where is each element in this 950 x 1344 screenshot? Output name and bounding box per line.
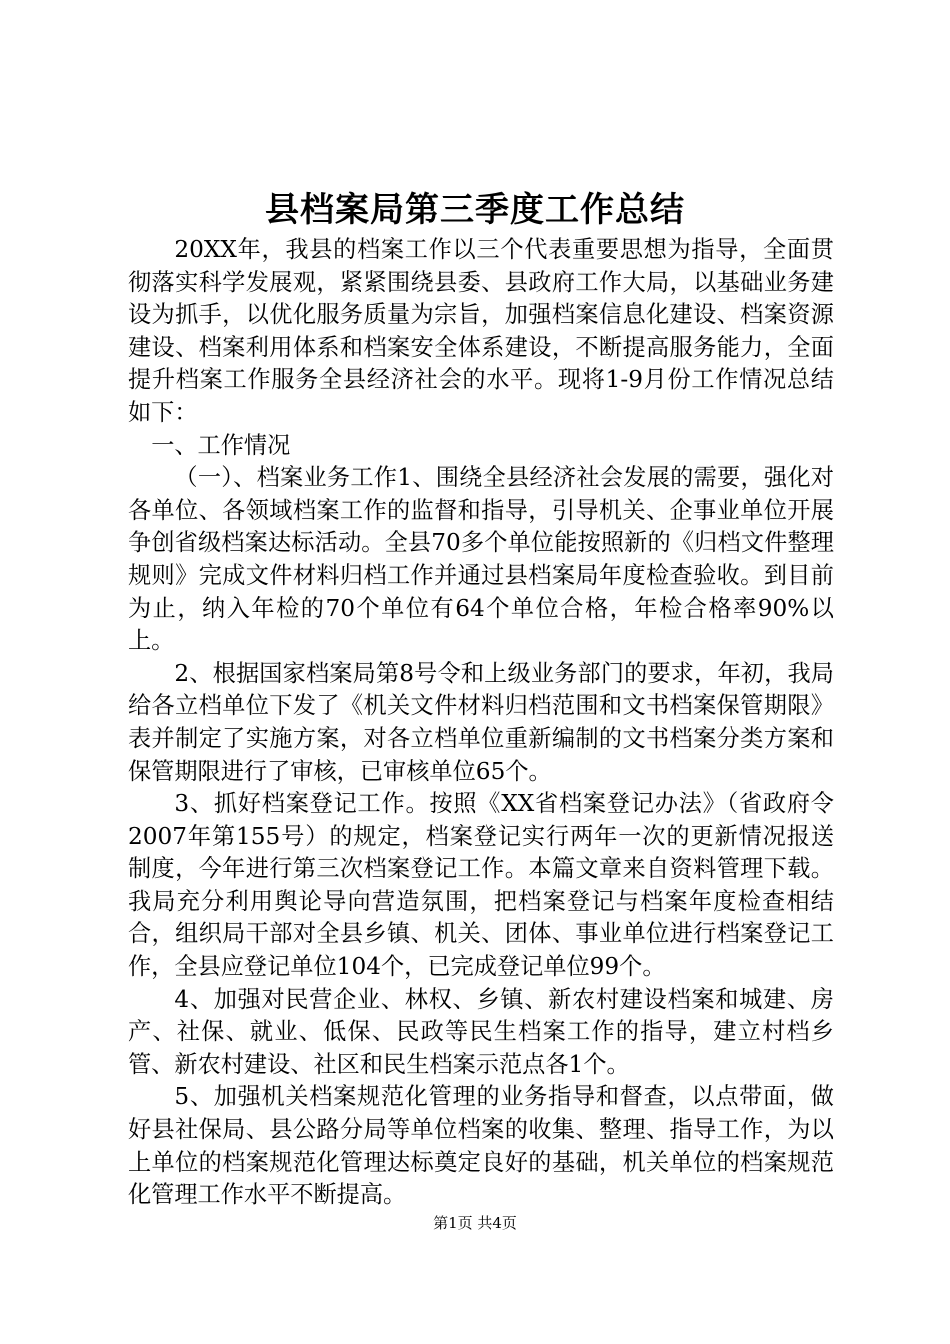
document-body — [128, 234, 834, 1212]
page-footer: 第1页 共4页 — [433, 1214, 517, 1232]
paragraph-intro: 20XX年，我县的档案工作以三个代表重要思想为指导，全面贯彻落实科学发展观，紧紧围绕县委、县政府工作大局，以基础业务建设为抓手，以优化服务质量为宗旨，加强档案信息化建设、档案资源建设、档案利用体系和档案安全体系建设，不断提高服务能力，全面提升档案工作服务全县经济社会的水平。现将1-9月份工作情况总结如下： — [128, 236, 834, 426]
paragraph-item-3: 3、抓好档案登记工作。按照《XX省档案登记办法》（省政府令2007年第155号）的规定，档案登记实行两年一次的更新情况报送制度，今年进行第三次档案登记工作。本篇文章来自资料管理下载。我局充分利用舆论导向营造氛围，把档案登记与档案年度检查相结合，组织局干部对全县乡镇、机关、团体、事业单位进行档案登记工作，全县应登记单位104个，已完成登记单位99个。 — [128, 790, 834, 981]
document-title: 县档案局第三季度工作总结 — [265, 190, 685, 230]
section-heading: 一、工作情况 — [151, 431, 291, 459]
paragraph-item-1: （一）、档案业务工作1、围绕全县经济社会发展的需要，强化对各单位、各领域档案工作的监督和指导，引导机关、企事业单位开展争创省级档案达标活动。全县70多个单位能按照新的《归档文件整理规则》完成文件材料归档工作并通过县档案局年度检查验收。到目前为止，纳入年检的70个单位有64个单位合格，年检合格率90%以上。 — [128, 464, 834, 655]
paragraph-item-2: 2、根据国家档案局第8号令和上级业务部门的要求，年初，我局给各立档单位下发了《机关文件材料归档范围和文书档案保管期限》表并制定了实施方案，对各立档单位重新编制的文书档案分类方案和保管期限进行了审核，已审核单位65个。 — [128, 659, 834, 785]
paragraph-item-5: 5、加强机关档案规范化管理的业务指导和督查，以点带面，做好县社保局、县公路分局等单位档案的收集、整理、指导工作，为以上单位的档案规范化管理达标奠定良好的基础，机关单位的档案规范化管理工作水平不断提高。 — [128, 1083, 834, 1209]
paragraph-item-4: 4、加强对民营企业、林权、乡镇、新农村建设档案和城建、房产、社保、就业、低保、民政等民生档案工作的指导，建立村档乡管、新农村建设、社区和民生档案示范点各1个。 — [128, 985, 834, 1078]
